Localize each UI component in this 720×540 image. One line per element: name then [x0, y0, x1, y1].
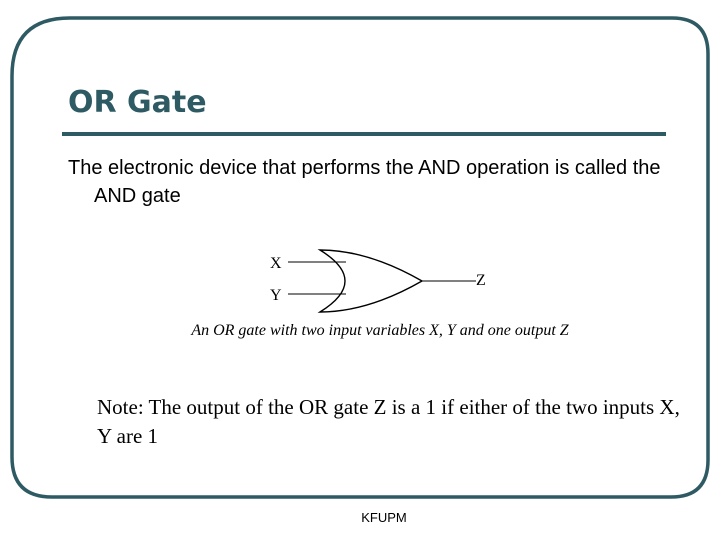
input-x-label: X — [270, 255, 282, 272]
output-z-label: Z — [476, 272, 486, 289]
note-text: Note: The output of the OR gate Z is a 1 if either of the two inputs X, Y are 1 — [97, 395, 680, 448]
diagram-caption: An OR gate with two input variables X, Y and one output Z — [191, 322, 569, 339]
slide-title: OR Gate — [68, 85, 207, 120]
footer-text: KFUPM — [361, 510, 407, 525]
input-y-label: Y — [270, 287, 282, 304]
or-gate-symbol — [320, 250, 422, 312]
body-text: The electronic device that performs the AND operation is called the AND gate — [68, 157, 661, 207]
